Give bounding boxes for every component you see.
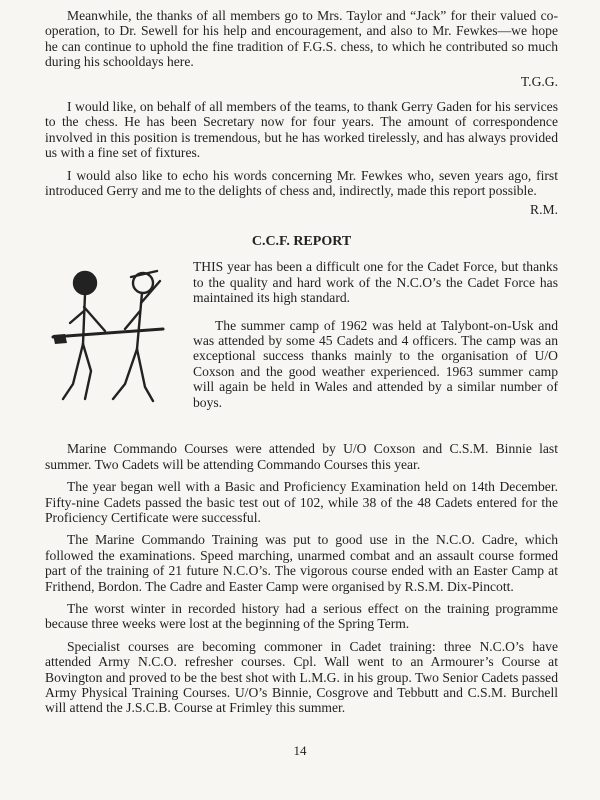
ccf-paragraph-2: The summer camp of 1962 was held at Talybont-on-Usk and was attended by some 45 Cadets and 4 officers. The camp was an exceptional success thanks mainly to the organisation of U/O Coxson and the good weather experienced. 1963 summer camp will again be held in Wales and attended by a similar number of boys. bbox=[193, 317, 558, 410]
chess-paragraph-2: I would like, on behalf of all members of the teams, to thank Gerry Gaden for his services to the chess. He has been Secretary now for four years. The amount of correspondence involved in this position is tremendous, but he has worked tirelessly, and has always provided us with a fine set of fixtures. bbox=[45, 99, 558, 161]
ccf-report-title: C.C.F. REPORT bbox=[251, 233, 352, 249]
ccf-paragraph-5: The Marine Commando Training was put to good use in the N.C.O. Cadre, which followed the examinations. Speed marching, unarmed combat and an assault course formed part of the training of 21 future N.C.O’s. The vigorous course ended with an Easter Camp at Frithend, Bordon. The Cadre and Easter Camp were organised by R.S.M. Dix-Pincott. bbox=[45, 532, 558, 594]
ccf-paragraph-6: The worst winter in recorded history had a serious effect on the training programme because three weeks were lost at the beginning of the Spring Term. bbox=[45, 600, 558, 632]
ccf-paragraph-4: The year began well with a Basic and Proficiency Examination held on 14th December. Fifty-nine Cadets passed the basic test out of 102, while 38 of the 48 Cadets entered for the Proficiency Certificate were successful. bbox=[45, 479, 558, 525]
page-number: 14 bbox=[293, 743, 307, 758]
cadet-illustration bbox=[45, 259, 185, 439]
stick-figures-drawing-icon bbox=[45, 259, 175, 429]
signature-rm: R.M. bbox=[530, 202, 558, 218]
chess-paragraph-3: I would also like to echo his words concerning Mr. Fewkes who, seven years ago, first introduced Gerry and me to the delights of chess and, indirectly, made this report possible. bbox=[45, 167, 558, 199]
ccf-paragraph-3: Marine Commando Courses were attended by U/O Coxson and C.S.M. Binnie last summer. Two Cadets will be attending Commando Courses this year. bbox=[45, 441, 558, 472]
ccf-paragraph-1: THIS year has been a difficult one for the Cadet Force, but thanks to the quality and hard work of the N.C.O’s the Cadet Force has maintained its high standard. bbox=[193, 259, 558, 306]
ccf-paragraph-7: Specialist courses are becoming commoner in Cadet training: three N.C.O’s have attended Army N.C.O. refresher courses. Cpl. Wall went to an Armourer’s Course at Bovington and proved to be the best shot with L.M.G. in his group. Two Senior Cadets passed Army Physical Training Courses. U/O’s Binnie, Cosgrove and Tebbutt and C.S.M. Burchell will attend the J.S.C.B. Course at Frimley this summer. bbox=[45, 638, 558, 716]
ccf-intro-text bbox=[185, 259, 558, 410]
ccf-intro-section bbox=[45, 259, 558, 439]
chess-paragraph-1: Meanwhile, the thanks of all members go to Mrs. Taylor and “Jack” for their valued co-operation, to Dr. Sewell for his help and encouragement, and also to Mr. Fewkes—we hope he can continue to uphold the fine tradition of F.G.S. chess, to which he contributed so much during his schooldays here. bbox=[45, 8, 558, 70]
signature-tgg: T.G.G. bbox=[520, 73, 558, 89]
